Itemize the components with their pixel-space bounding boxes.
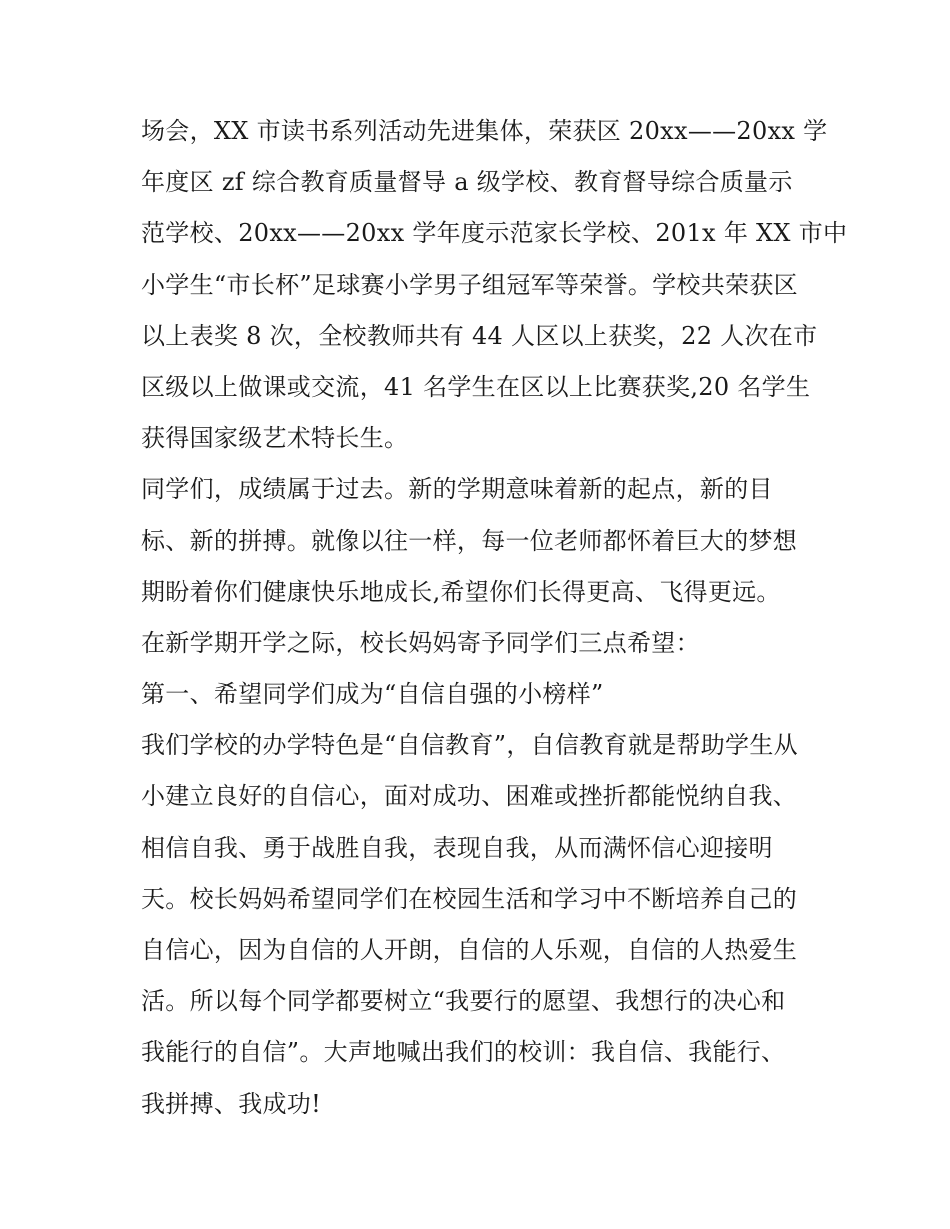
text-line: 活。所以每个同学都要树立“我要行的愿望、我想行的决心和 <box>141 987 786 1016</box>
text-line: 小建立良好的自信心，面对成功、困难或挫折都能悦纳自我、 <box>141 782 798 811</box>
text-line: 天。校长妈妈希望同学们在校园生活和学习中不断培养自己的 <box>141 884 798 913</box>
text-line: 范学校、20xx——20xx 学年度示范家长学校、201x 年 XX 市中 <box>141 219 848 248</box>
text-line: 同学们，成绩属于过去。新的学期意味着新的起点，新的目 <box>141 475 773 504</box>
text-line: 在新学期开学之际，校长妈妈寄予同学们三点希望： <box>141 628 700 657</box>
document-page <box>141 106 848 1130</box>
text-line: 标、新的拼搏。就像以往一样，每一位老师都怀着巨大的梦想 <box>141 526 798 555</box>
text-line: 我能行的自信”。大声地喊出我们的校训：我自信、我能行、 <box>141 1038 786 1067</box>
text-line: 小学生“市长杯”足球赛小学男子组冠军等荣誉。学校共荣获区 <box>141 270 798 299</box>
text-line: 我们学校的办学特色是“自信教育”，自信教育就是帮助学生从 <box>141 731 798 760</box>
text-line: 我拼搏、我成功! <box>141 1089 322 1118</box>
text-line: 以上表奖 8 次，全校教师共有 44 人区以上获奖，22 人次在市 <box>141 321 818 350</box>
text-line: 第一、希望同学们成为“自信自强的小榜样” <box>141 680 604 709</box>
text-line: 区级以上做课或交流，41 名学生在区以上比赛获奖,20 名学生 <box>141 372 811 401</box>
text-line: 获得国家级艺术特长生。 <box>141 424 409 453</box>
text-line: 场会，XX 市读书系列活动先进集体，荣获区 20xx——20xx 学 <box>141 117 828 145</box>
text-line: 自信心，因为自信的人开朗，自信的人乐观，自信的人热爱生 <box>141 936 798 964</box>
text-line: 期盼着你们健康快乐地成长,希望你们长得更高、飞得更远。 <box>141 577 781 606</box>
text-line: 相信自我、勇于战胜自我，表现自我，从而满怀信心迎接明 <box>141 833 773 862</box>
text-line: 年度区 zf 综合教育质量督导 a 级学校、教育督导综合质量示 <box>141 168 793 197</box>
